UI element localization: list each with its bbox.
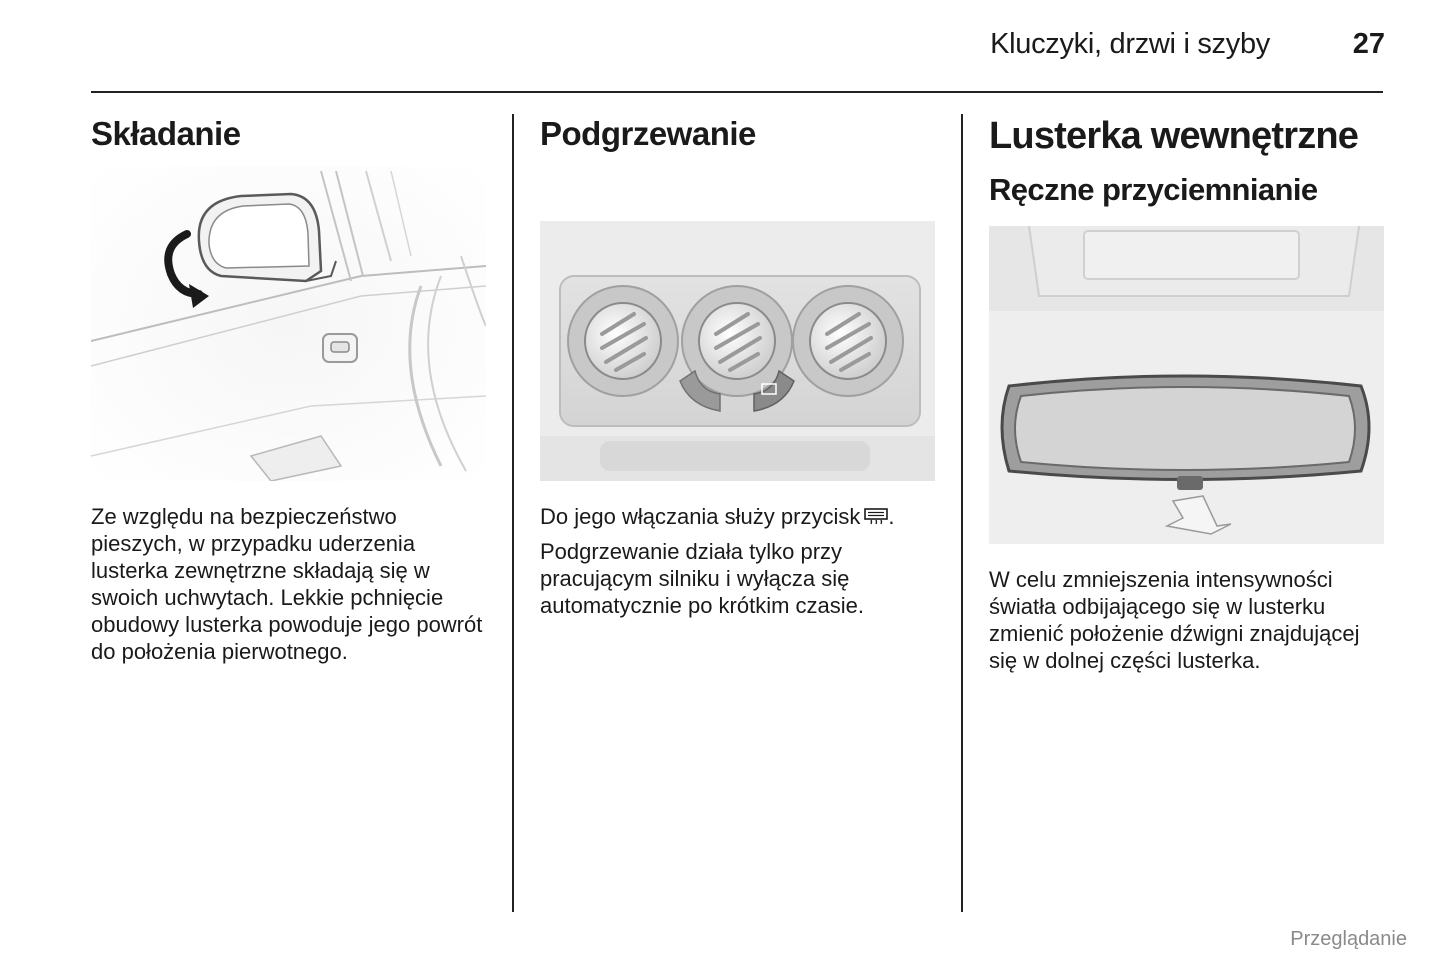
header-title: Kluczyki, drzwi i szyby [990,28,1270,60]
body-paragraph: Podgrzewanie działa tylko przy pracującym silniku i wyłącza się automatycznie po krótkim czasie. [540,539,865,618]
section-heading: Składanie [91,115,241,152]
section-folding [91,112,486,673]
rearview-mirror-illustration [989,226,1384,544]
rear-window-defrost-icon [864,507,888,527]
section-heating [540,112,935,627]
body-paragraph [540,503,935,530]
section-subheading: Ręczne przyciemnianie [989,172,1318,207]
body-paragraph: Ze względu na bezpieczeństwo pieszych, w przypadku uderzenia lusterka zewnętrzne składają się w swoich uchwytach. Lekkie pchnięcie obudowy lusterka powoduje jego powrót do położenia pierwotnego. [91,504,483,664]
body-paragraph-text: Do jego włączania służy przycisk [540,504,861,529]
header-rule [91,91,1383,93]
climate-control-illustration [540,166,935,481]
column-divider-2 [961,114,963,912]
footer-navigation-link[interactable]: Przeglądanie [1290,928,1407,950]
section-heading: Podgrzewanie [540,115,756,152]
body-paragraph: W celu zmniejszenia intensywności światła odbijającego się w lusterku zmienić położenie dźwigni znajdującej się w dolnej części lusterka. [989,567,1360,673]
section-interior-mirrors [989,112,1384,682]
page-number: 27 [1352,28,1385,60]
column-divider-1 [512,114,514,912]
folding-mirror-illustration [91,166,486,481]
section-heading: Lusterka wewnętrzne [989,115,1359,157]
period: . [888,504,895,529]
